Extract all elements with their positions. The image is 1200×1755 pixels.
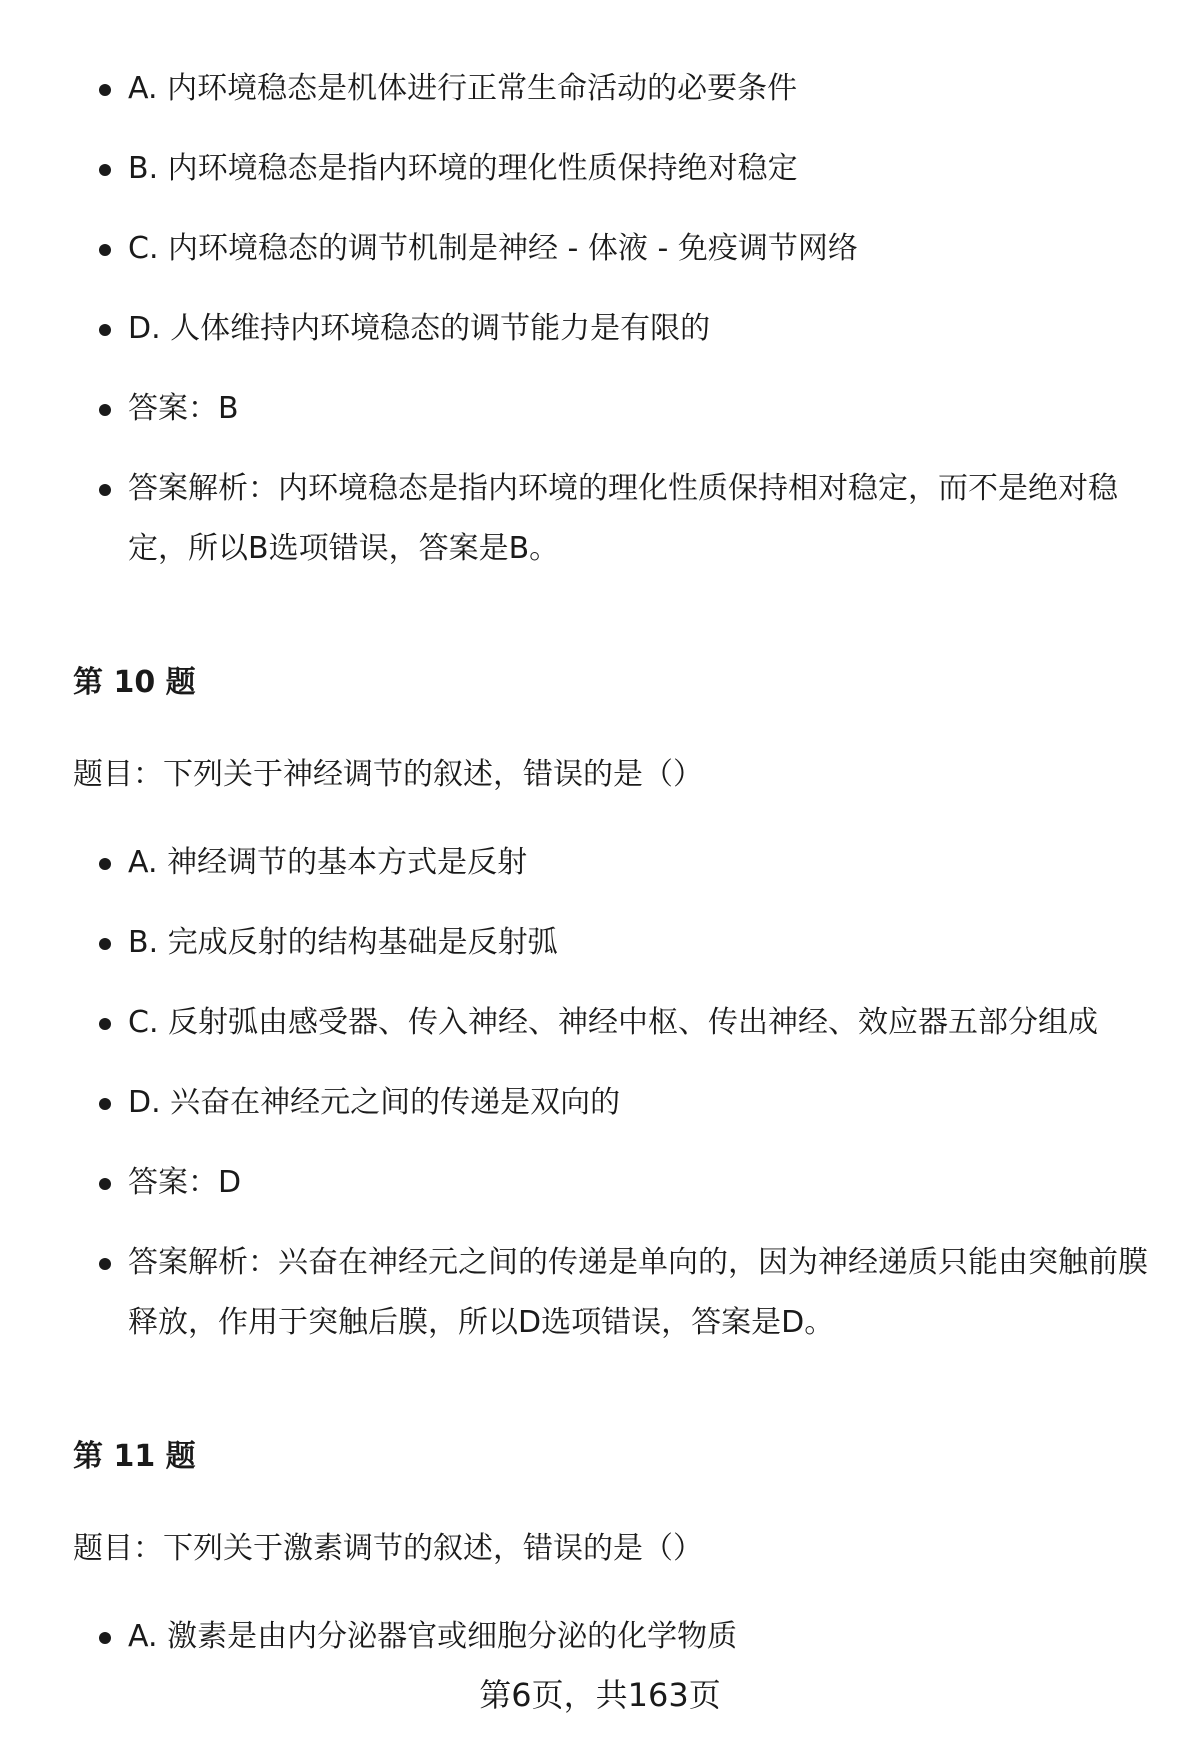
q9-option-c: C. 内环境稳态的调节机制是神经 - 体液 - 免疫调节网络 (128, 219, 1148, 279)
q10-option-c: C. 反射弧由感受器、传入神经、神经中枢、传出神经、效应器五部分组成 (128, 993, 1148, 1053)
q9-option-b: B. 内环境稳态是指内环境的理化性质保持绝对稳定 (128, 139, 1148, 199)
q10-explanation: 答案解析：兴奋在神经元之间的传递是单向的，因为神经递质只能由突触前膜释放，作用于突触后膜，所以D选项错误，答案是D。 (128, 1233, 1148, 1353)
q10-option-d: D. 兴奋在神经元之间的传递是双向的 (128, 1073, 1148, 1133)
q9-option-d: D. 人体维持内环境稳态的调节能力是有限的 (128, 299, 1148, 359)
q10-heading: 第 10 题 (73, 665, 196, 700)
q10-answer: 答案：D (128, 1153, 1148, 1213)
page-number: 第6页，共163页 (479, 1676, 721, 1714)
q10-option-b: B. 完成反射的结构基础是反射弧 (128, 913, 1148, 973)
q10-stem: 题目：下列关于神经调节的叙述，错误的是（） (73, 757, 703, 792)
q9-option-a: A. 内环境稳态是机体进行正常生命活动的必要条件 (128, 59, 1148, 119)
q9-answer: 答案：B (128, 379, 1148, 439)
q11-stem: 题目：下列关于激素调节的叙述，错误的是（） (73, 1531, 703, 1566)
q11-option-a: A. 激素是由内分泌器官或细胞分泌的化学物质 (128, 1607, 1148, 1667)
q9-explanation: 答案解析：内环境稳态是指内环境的理化性质保持相对稳定，而不是绝对稳定，所以B选项错误，答案是B。 (128, 459, 1148, 579)
q10-option-a: A. 神经调节的基本方式是反射 (128, 833, 1148, 893)
q11-heading: 第 11 题 (73, 1439, 196, 1474)
